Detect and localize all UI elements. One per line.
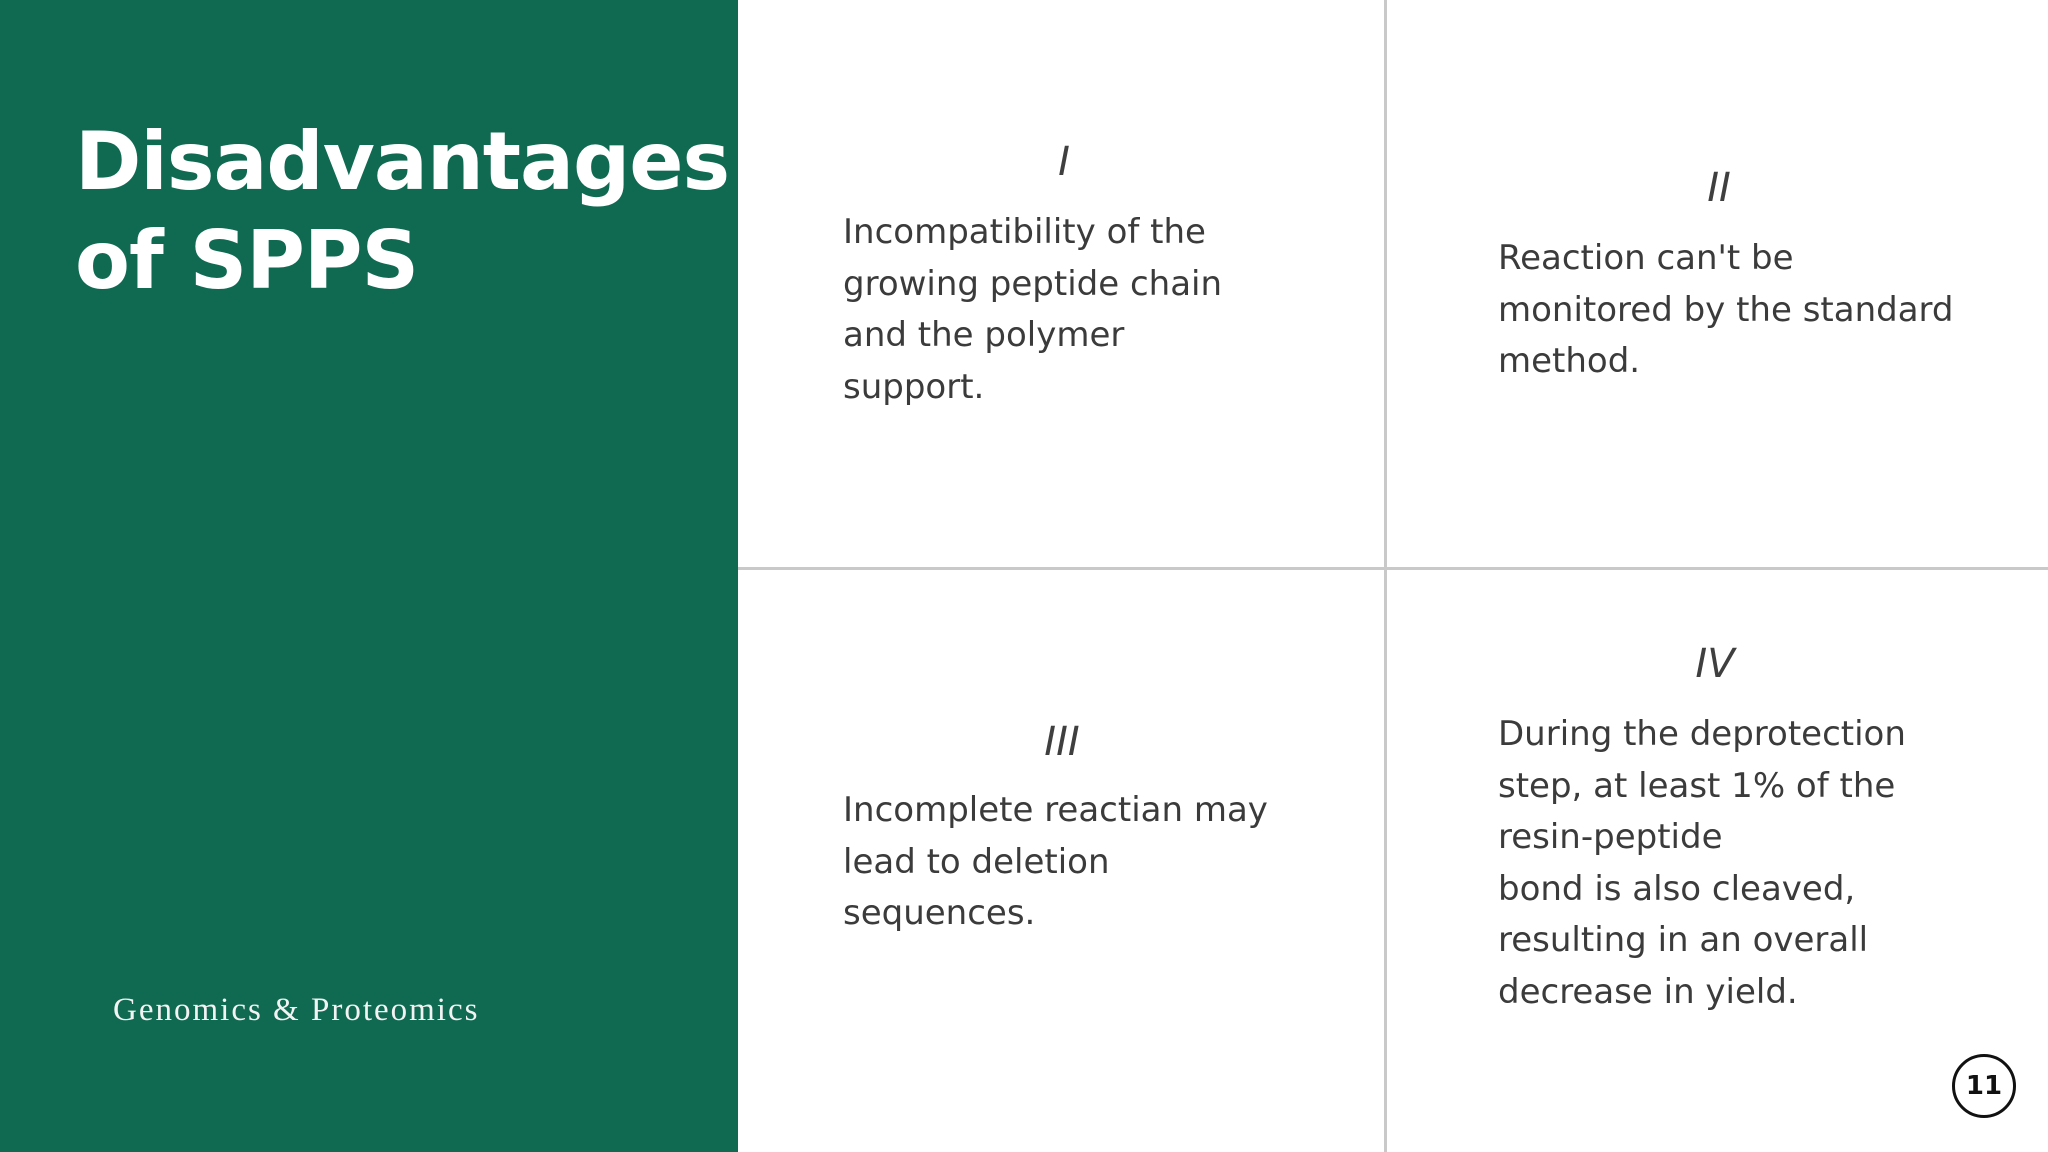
numeral-1: I: [1058, 139, 1070, 185]
disadvantage-2-text: Reaction can't be monitored by the standard method.: [1498, 238, 1954, 381]
page-number-badge: 11: [1952, 1054, 2016, 1118]
disadvantage-1-text: Incompatibility of the growing peptide chain and the polymer support.: [843, 212, 1223, 407]
horizontal-divider: [738, 567, 2048, 570]
slide-title: Disadvantages of SPPS: [75, 115, 730, 307]
vertical-divider: [1384, 0, 1387, 1152]
course-footer: Genomics & Proteomics: [113, 992, 480, 1028]
title-panel: [0, 0, 738, 1152]
numeral-3: III: [1044, 719, 1080, 765]
numeral-2: II: [1707, 165, 1731, 211]
disadvantage-4-text: During the deprotection step, at least 1% of the resin-peptide bond is also cleaved, resulting in an overall decrease in yield.: [1498, 714, 1906, 1012]
disadvantage-3-text: Incomplete reactian may lead to deletion sequences.: [843, 790, 1268, 933]
numeral-4: IV: [1695, 641, 1735, 687]
